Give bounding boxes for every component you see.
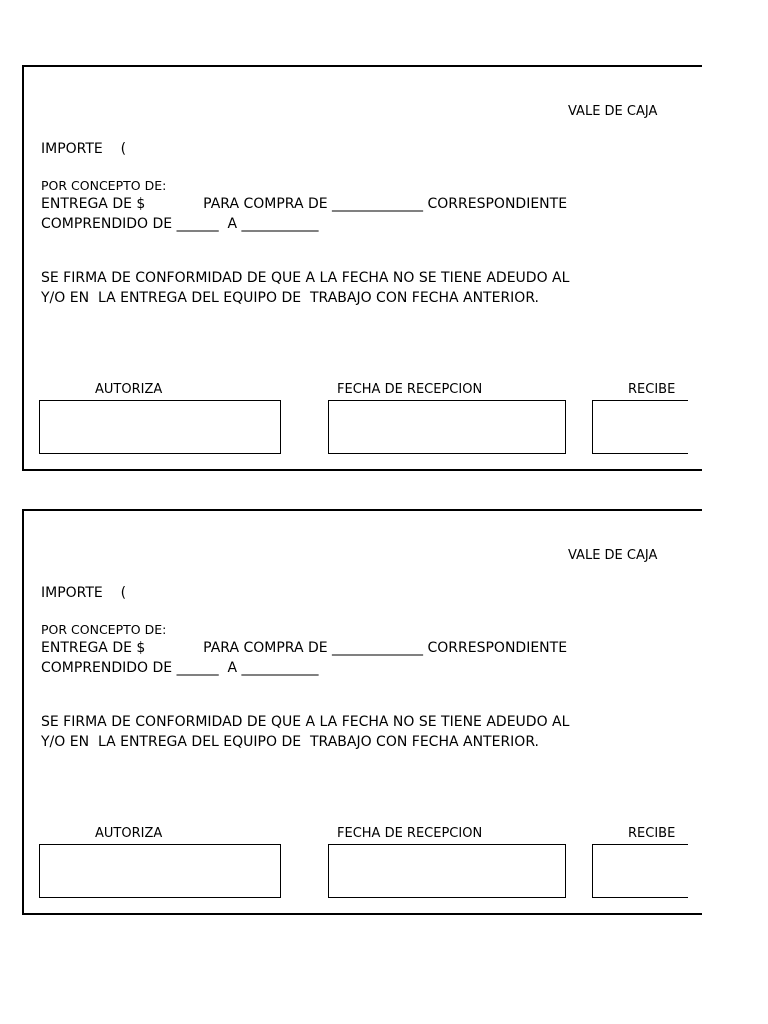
- fecha-recepcion-box[interactable]: [328, 400, 566, 454]
- fecha-recepcion-box[interactable]: [328, 844, 566, 898]
- autoriza-signature-box[interactable]: [39, 844, 281, 898]
- recibe-label: RECIBE: [628, 826, 676, 841]
- comprendido-line: COMPRENDIDO DE ______ A ___________: [41, 660, 319, 676]
- declaration-line-2: Y/O EN LA ENTREGA DEL EQUIPO DE TRABAJO CON FECHA ANTERIOR.: [41, 290, 539, 306]
- concepto-label: POR CONCEPTO DE:: [41, 622, 167, 637]
- declaration-line-1: SE FIRMA DE CONFORMIDAD DE QUE A LA FECHA NO SE TIENE ADEUDO AL: [41, 270, 570, 286]
- voucher-title: VALE DE CAJA: [568, 104, 658, 119]
- voucher-content: [24, 67, 688, 469]
- voucher-title: VALE DE CAJA: [568, 548, 658, 563]
- fecha-recepcion-label: FECHA DE RECEPCION: [337, 826, 483, 841]
- voucher-2: [22, 509, 702, 915]
- entrega-line: ENTREGA DE $ PARA COMPRA DE _____________ CORRESPONDIENTE: [41, 196, 568, 212]
- importe-label: IMPORTE (: [41, 585, 127, 601]
- concepto-label: POR CONCEPTO DE:: [41, 178, 167, 193]
- autoriza-label: AUTORIZA: [95, 382, 163, 397]
- recibe-signature-box[interactable]: [592, 400, 688, 454]
- voucher-content: [24, 511, 688, 913]
- comprendido-line: COMPRENDIDO DE ______ A ___________: [41, 216, 319, 232]
- declaration-line-2: Y/O EN LA ENTREGA DEL EQUIPO DE TRABAJO CON FECHA ANTERIOR.: [41, 734, 539, 750]
- recibe-signature-box[interactable]: [592, 844, 688, 898]
- declaration-line-1: SE FIRMA DE CONFORMIDAD DE QUE A LA FECHA NO SE TIENE ADEUDO AL: [41, 714, 570, 730]
- entrega-line: ENTREGA DE $ PARA COMPRA DE _____________ CORRESPONDIENTE: [41, 640, 568, 656]
- fecha-recepcion-label: FECHA DE RECEPCION: [337, 382, 483, 397]
- autoriza-label: AUTORIZA: [95, 826, 163, 841]
- importe-label: IMPORTE (: [41, 141, 127, 157]
- autoriza-signature-box[interactable]: [39, 400, 281, 454]
- recibe-label: RECIBE: [628, 382, 676, 397]
- voucher-1: [22, 65, 702, 471]
